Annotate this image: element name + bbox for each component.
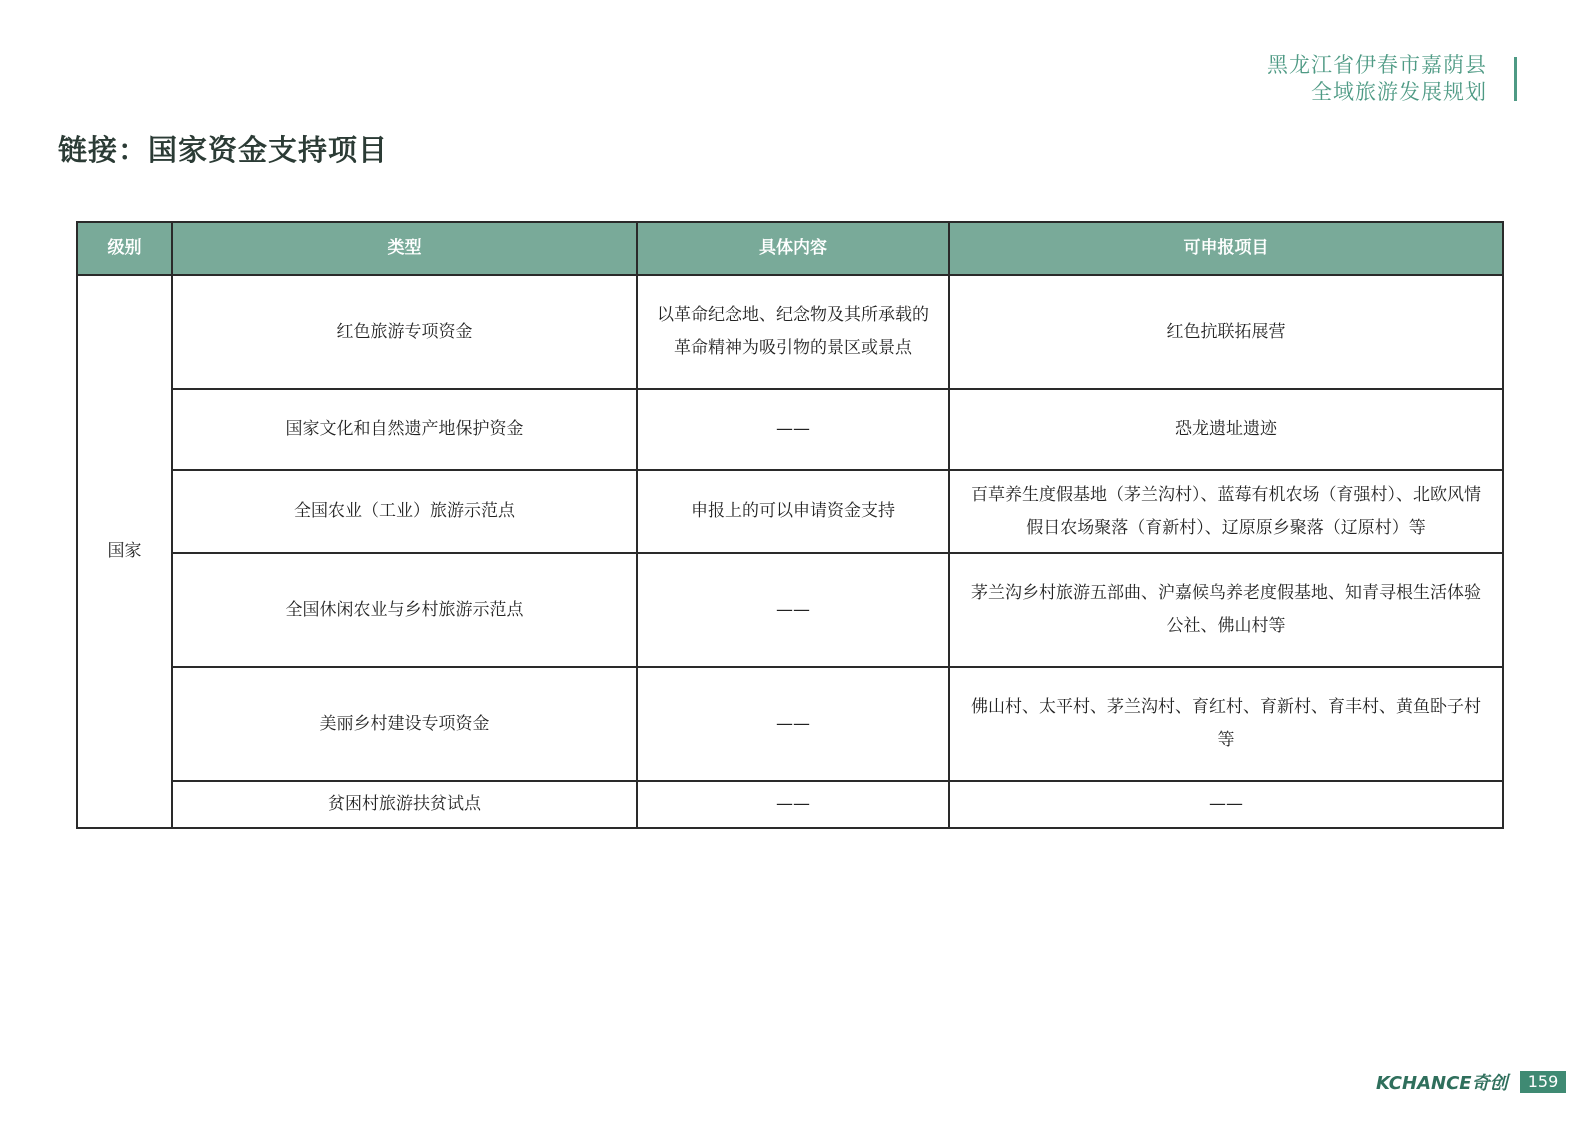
funding-table	[76, 221, 1504, 829]
content-cell: 以革命纪念地、纪念物及其所承载的革命精神为吸引物的景区或景点	[637, 275, 949, 389]
header-accent-bar	[1514, 57, 1517, 101]
table-row	[77, 470, 1503, 553]
level-cell: 国家	[77, 275, 172, 828]
projects-cell: 恐龙遗址遗迹	[949, 389, 1503, 470]
table-row	[77, 275, 1503, 389]
projects-cell: 红色抗联拓展营	[949, 275, 1503, 389]
header-line-2: 全域旅游发展规划	[1311, 80, 1487, 104]
projects-cell: 佛山村、太平村、茅兰沟村、育红村、育新村、育丰村、黄鱼卧子村等	[949, 667, 1503, 781]
projects-cell: 茅兰沟乡村旅游五部曲、沪嘉候鸟养老度假基地、知青寻根生活体验公社、佛山村等	[949, 553, 1503, 667]
column-header-type: 类型	[172, 222, 637, 275]
type-cell: 国家文化和自然遗产地保护资金	[172, 389, 637, 470]
content-cell: ——	[637, 667, 949, 781]
projects-cell: ——	[949, 781, 1503, 828]
content-cell: 申报上的可以申请资金支持	[637, 470, 949, 553]
projects-cell: 百草养生度假基地（茅兰沟村）、蓝莓有机农场（育强村）、北欧风情假日农场聚落（育新村）、辽原原乡聚落（辽原村）等	[949, 470, 1503, 553]
type-cell: 贫困村旅游扶贫试点	[172, 781, 637, 828]
type-cell: 红色旅游专项资金	[172, 275, 637, 389]
column-header-content: 具体内容	[637, 222, 949, 275]
type-cell: 美丽乡村建设专项资金	[172, 667, 637, 781]
table-row	[77, 667, 1503, 781]
column-header-level: 级别	[77, 222, 172, 275]
column-header-projects: 可申报项目	[949, 222, 1503, 275]
table-row	[77, 553, 1503, 667]
table-row	[77, 389, 1503, 470]
table-row	[77, 781, 1503, 828]
brand-logo: KCHANCE奇创	[1376, 1073, 1508, 1094]
header-line-1: 黑龙江省伊春市嘉荫县	[1267, 53, 1487, 77]
type-cell: 全国农业（工业）旅游示范点	[172, 470, 637, 553]
document-header	[1267, 52, 1487, 106]
type-cell: 全国休闲农业与乡村旅游示范点	[172, 553, 637, 667]
content-cell: ——	[637, 781, 949, 828]
content-cell: ——	[637, 389, 949, 470]
content-cell: ——	[637, 553, 949, 667]
table-header-row	[77, 222, 1503, 275]
page-title: 链接：国家资金支持项目	[58, 133, 389, 167]
page-number: 159	[1520, 1071, 1566, 1093]
